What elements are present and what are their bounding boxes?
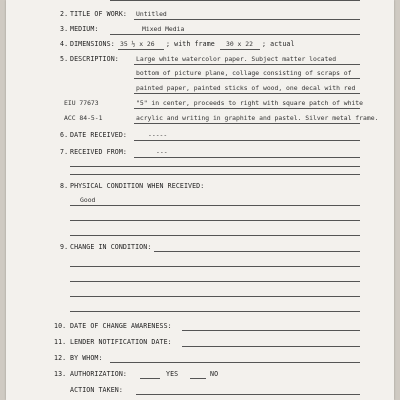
physical-condition-value: Good xyxy=(80,196,96,204)
eiu-number: EIU 77673 xyxy=(64,99,99,107)
item-number: 7. xyxy=(60,148,69,156)
form-line xyxy=(70,166,360,167)
item-number: 6. xyxy=(60,131,69,139)
form-line xyxy=(110,34,360,35)
yes-blank[interactable] xyxy=(140,378,160,379)
form-page xyxy=(6,0,394,400)
form-line xyxy=(70,266,360,267)
yes-label: YES xyxy=(166,370,179,378)
date-received-value: ----- xyxy=(148,131,168,139)
form-line xyxy=(134,108,360,109)
form-line xyxy=(134,78,360,79)
form-line xyxy=(70,311,360,312)
form-line xyxy=(118,49,164,50)
actual-label: ; actual xyxy=(262,40,295,48)
change-condition-label: CHANGE IN CONDITION: xyxy=(70,243,152,251)
dimensions-label: DIMENSIONS: xyxy=(70,40,115,48)
authorization-label: AUTHORIZATION: xyxy=(70,370,127,378)
by-whom-label: BY WHOM: xyxy=(70,354,103,362)
form-line xyxy=(134,19,360,20)
with-frame-label: ; with frame xyxy=(166,40,215,48)
item-number: 8. xyxy=(60,182,69,190)
item-number: 5. xyxy=(60,55,69,63)
received-from-label: RECEIVED FROM: xyxy=(70,148,127,156)
medium-label: MEDIUM: xyxy=(70,25,99,33)
form-line xyxy=(70,205,360,206)
form-line xyxy=(182,346,360,347)
form-line xyxy=(70,235,360,236)
description-line: Large white watercolor paper. Subject matter located xyxy=(136,55,337,63)
medium-value: Mixed Media xyxy=(142,25,185,33)
item-number: 9. xyxy=(60,243,69,251)
form-line xyxy=(110,362,360,363)
form-line xyxy=(70,220,360,221)
dimensions-value-a: 35 ½ x 26 xyxy=(120,40,155,48)
description-line: painted paper, painted sticks of wood, one decal with red xyxy=(136,84,356,92)
item-number: 13. xyxy=(54,370,67,378)
acc-number: ACC 84-5-1 xyxy=(64,114,103,122)
physical-condition-label: PHYSICAL CONDITION WHEN RECEIVED: xyxy=(70,182,205,190)
change-awareness-label: DATE OF CHANGE AWARENESS: xyxy=(70,322,172,330)
no-blank[interactable] xyxy=(190,378,206,379)
item-number: 10. xyxy=(54,322,67,330)
date-received-label: DATE RECEIVED: xyxy=(70,131,127,139)
dimensions-value-b: 30 x 22 xyxy=(226,40,253,48)
item-number: 11. xyxy=(54,338,67,346)
form-line xyxy=(134,123,360,124)
title-label: TITLE OF WORK: xyxy=(70,10,127,18)
form-line xyxy=(70,174,360,175)
no-label: NO xyxy=(210,370,219,378)
action-taken-label: ACTION TAKEN: xyxy=(70,386,123,394)
item-number: 12. xyxy=(54,354,67,362)
form-line xyxy=(70,296,360,297)
form-line xyxy=(220,49,260,50)
received-from-value: --- xyxy=(156,148,168,156)
form-line xyxy=(154,251,360,252)
form-line xyxy=(110,0,360,1)
form-line xyxy=(134,140,360,141)
lender-notification-label: LENDER NOTIFICATION DATE: xyxy=(70,338,172,346)
form-line xyxy=(70,281,360,282)
description-line: "5" in center, proceeds to right with square patch of white xyxy=(136,99,364,107)
form-line xyxy=(182,330,360,331)
item-number: 3. xyxy=(60,25,69,33)
description-label: DESCRIPTION: xyxy=(70,55,119,63)
form-line xyxy=(134,64,360,65)
description-line: acrylic and writing in graphite and pastel. Silver metal frame. xyxy=(136,114,379,122)
item-number: 4. xyxy=(60,40,69,48)
form-line xyxy=(134,157,360,158)
title-value: Untitled xyxy=(136,10,167,18)
form-line xyxy=(136,394,360,395)
item-number: 2. xyxy=(60,10,69,18)
description-line: bottom of picture plane, collage consisting of scraps of xyxy=(136,69,352,77)
form-line xyxy=(134,93,360,94)
